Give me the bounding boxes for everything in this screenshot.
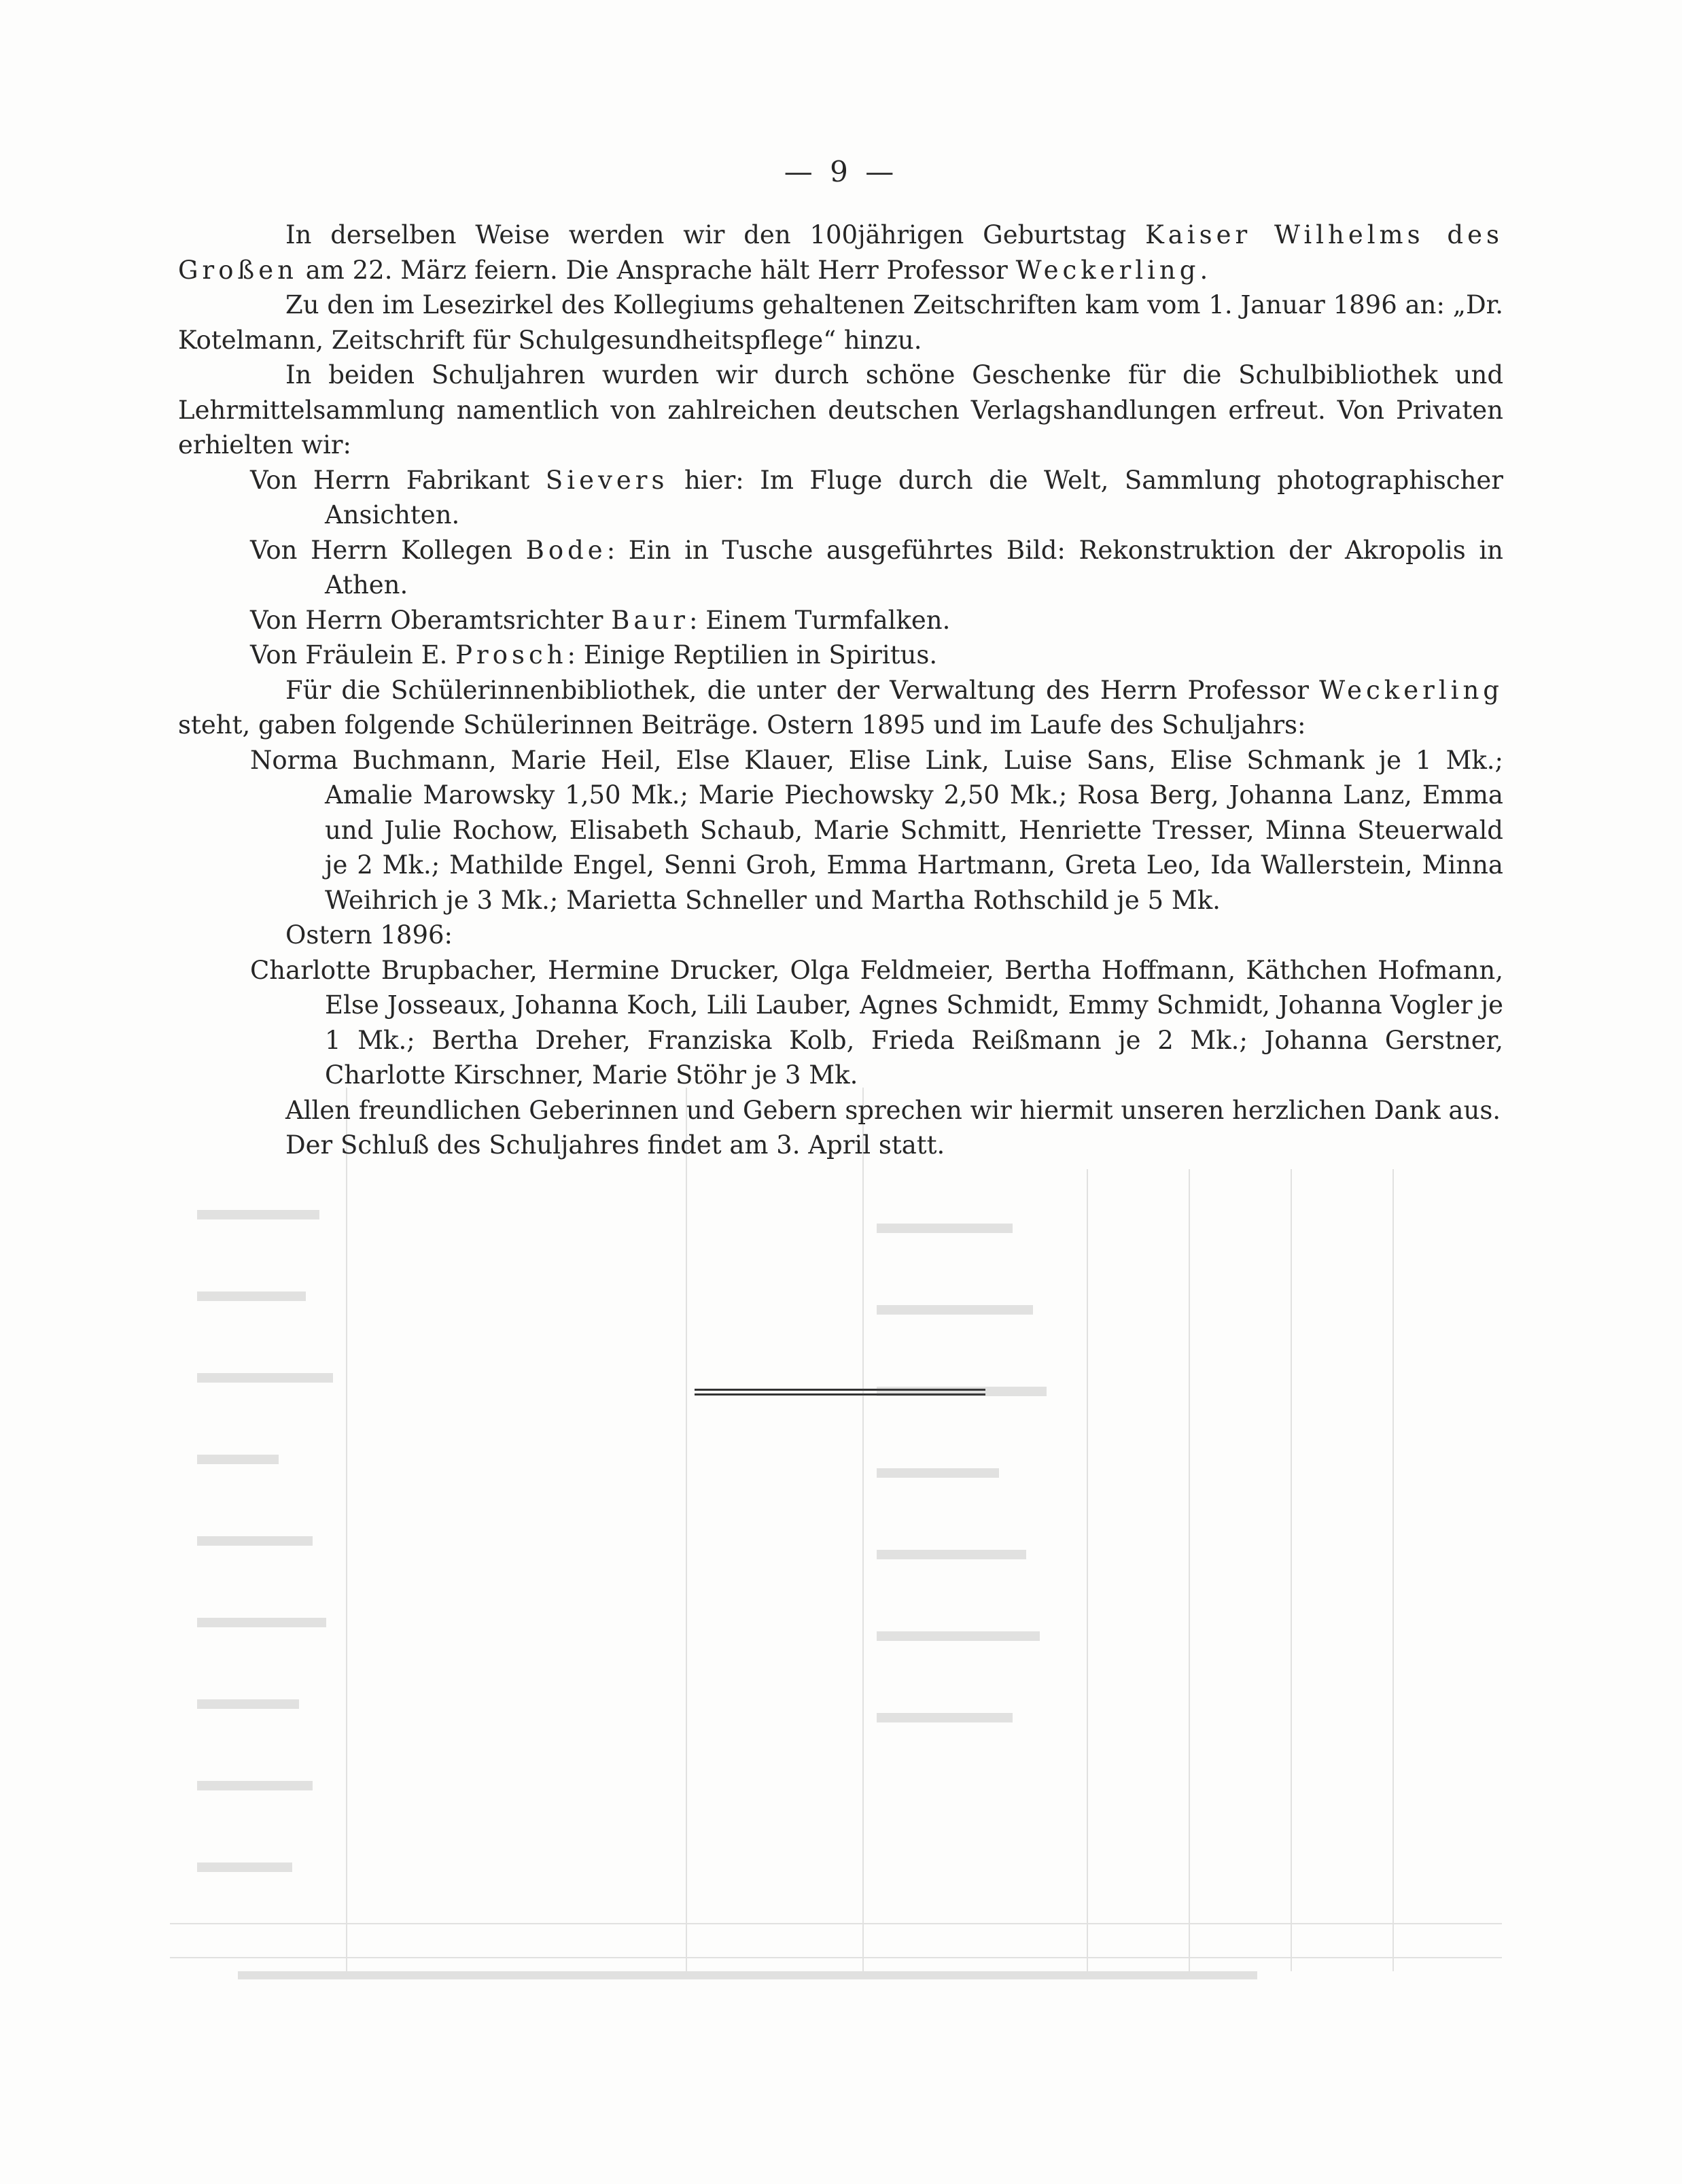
gift-entry [178,603,1503,638]
gift-prefix: Von Herrn Oberamtsrichter [250,605,612,635]
gift-entry [178,533,1503,603]
gift-entry [178,638,1503,673]
gift-description: : Ein in Tusche ausgeführtes Bild: Rekonstruktion der Akropolis in Athen. [325,535,1503,600]
double-rule-divider [695,1389,985,1396]
gift-prefix: Von Herrn Fabrikant [250,465,546,495]
donor-name: Baur [611,605,689,635]
gift-prefix: Von Fräulein E. [250,640,456,670]
donor-name: Sievers [545,465,669,495]
reverse-side-bleed-through [170,1088,1502,1985]
professor-name: Weckerling [1015,255,1200,285]
donor-name: Bode [525,535,607,565]
text-run: am 22. März feiern. Die Ansprache hält Herr Professor [297,255,1016,285]
paragraph-reading-circle: Zu den im Lesezirkel des Kollegiums gehaltenen Zeitschriften kam vom 1. Januar 1896 an: „Dr. Kotelmann, Zeitschrift für Schulgesundheitspflege“ hinzu. [178,290,1503,355]
paragraph-thanks: Allen freundlichen Geberinnen und Gebern sprechen wir hiermit unseren herzlichen Dank aus. [285,1095,1501,1125]
body-text [178,218,1503,1163]
gift-description: hier: Im Fluge durch die Welt, Sammlung photographischer Ansichten. [325,465,1503,530]
professor-name: Weckerling [1319,675,1503,705]
text-run: steht, gaben folgende Schülerinnen Beiträge. Ostern 1895 und im Laufe des Schuljahrs: [178,710,1306,740]
gift-prefix: Von Herrn Kollegen [250,535,526,565]
donor-name: Prosch [455,640,567,670]
text-run: Für die Schülerinnenbibliothek, die unter der Verwaltung des Herrn Professor [285,675,1320,705]
section-easter-1896: Ostern 1896: [285,920,453,950]
gift-description: : Einige Reptilien in Spiritus. [567,640,938,670]
paragraph-library [178,673,1503,743]
paragraph-birthday [178,218,1503,288]
emperor-name: Kaiser Wilhelms des Großen [178,220,1503,285]
text-run: In derselben Weise werden wir den 100jährigen Geburtstag [285,220,1146,249]
page-number: — 9 — [784,155,898,188]
donor-list-1895: Norma Buchmann, Marie Heil, Else Klauer, Elise Link, Luise Sans, Elise Schmank je 1 Mk.; Amalie Marowsky 1,50 Mk.; Marie Piechowsky 2,50 Mk.; Rosa Berg, Johanna Lanz, Emma und Julie Rochow, Elisabeth Schaub, Marie Schmitt, Henriette Tresser, Minna Steuerwald je 2 Mk.; Mathilde Engel, Senni Groh, Emma Hartmann, Greta Leo, Ida Wallerstein, Minna Weihrich je 3 Mk.; Marietta Schneller und Martha Rothschild je 5 Mk. [250,745,1503,915]
donor-list-1896: Charlotte Brupbacher, Hermine Drucker, Olga Feldmeier, Bertha Hoffmann, Käthchen Hofmann, Else Josseaux, Johanna Koch, Lili Lauber, Agnes Schmidt, Emmy Schmidt, Johanna Vogler je 1 Mk.; Bertha Dreher, Franziska Kolb, Frieda Reißmann je 2 Mk.; Johanna Gerstner, Charlotte Kirschner, Marie Stöhr je 3 Mk. [250,955,1503,1090]
paragraph-closing: Der Schluß des Schuljahres findet am 3. April statt. [285,1130,945,1160]
gift-entry [178,463,1503,533]
paragraph-gifts-intro: In beiden Schuljahren wurden wir durch schöne Geschenke für die Schulbibliothek und Lehrmittelsammlung namentlich von zahlreichen deutschen Verlagshandlungen erfreut. Von Privaten erhielten wir: [178,360,1503,460]
text-run: . [1199,255,1208,285]
gift-description: : Einem Turmfalken. [688,605,951,635]
